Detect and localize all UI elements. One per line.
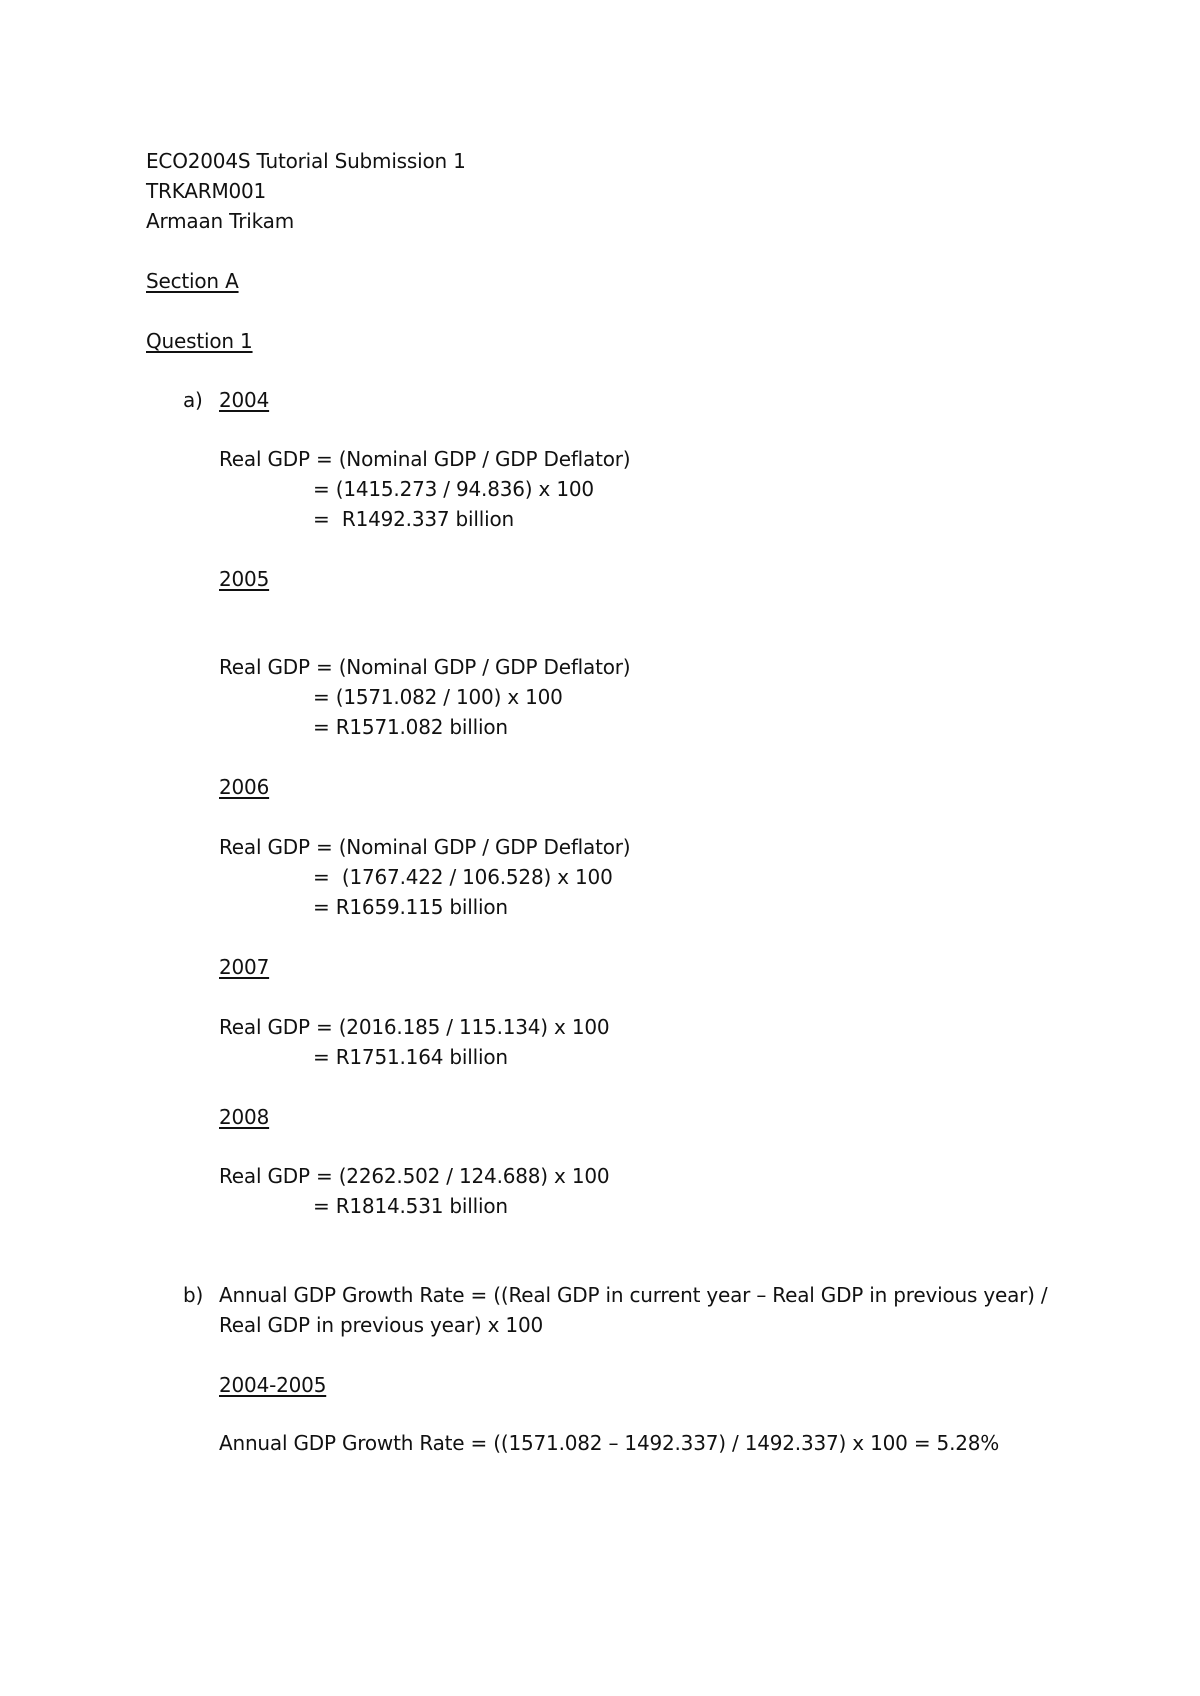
question-heading: Question 1: [146, 329, 253, 353]
year-heading-2007: 2007: [219, 955, 270, 979]
formula-line: = (1415.273 / 94.836) x 100: [313, 477, 594, 501]
year-heading-2004: 2004: [219, 388, 270, 412]
part-b-marker: b): [183, 1283, 204, 1307]
formula-line: Real GDP = (2016.185 / 115.134) x 100: [219, 1015, 610, 1039]
result-line: = R1492.337 billion: [313, 507, 514, 531]
formula-line: Real GDP = (Nominal GDP / GDP Deflator): [219, 447, 631, 471]
formula-line: Real GDP = (2262.502 / 124.688) x 100: [219, 1164, 610, 1188]
formula-line: Real GDP = (Nominal GDP / GDP Deflator): [219, 835, 631, 859]
document-title: ECO2004S Tutorial Submission 1: [146, 149, 466, 173]
section-heading: Section A: [146, 269, 239, 293]
year-heading-2006: 2006: [219, 775, 270, 799]
result-line: = R1751.164 billion: [313, 1045, 508, 1069]
year-heading-2008: 2008: [219, 1105, 270, 1129]
growth-formula-line-2: Real GDP in previous year) x 100: [219, 1313, 543, 1337]
part-a-marker: a): [183, 388, 203, 412]
growth-formula-line-1: Annual GDP Growth Rate = ((Real GDP in current year – Real GDP in previous year) /: [219, 1283, 1048, 1307]
student-number: TRKARM001: [146, 179, 267, 203]
period-heading-2004-2005: 2004-2005: [219, 1373, 327, 1397]
year-heading-2005: 2005: [219, 567, 270, 591]
result-line: = R1571.082 billion: [313, 715, 508, 739]
student-name: Armaan Trikam: [146, 209, 295, 233]
result-line: = R1659.115 billion: [313, 895, 508, 919]
result-line: = R1814.531 billion: [313, 1194, 508, 1218]
formula-line: = (1571.082 / 100) x 100: [313, 685, 563, 709]
formula-line: Real GDP = (Nominal GDP / GDP Deflator): [219, 655, 631, 679]
formula-line: = (1767.422 / 106.528) x 100: [313, 865, 613, 889]
growth-calculation: Annual GDP Growth Rate = ((1571.082 – 1492.337) / 1492.337) x 100 = 5.28%: [219, 1431, 1000, 1455]
